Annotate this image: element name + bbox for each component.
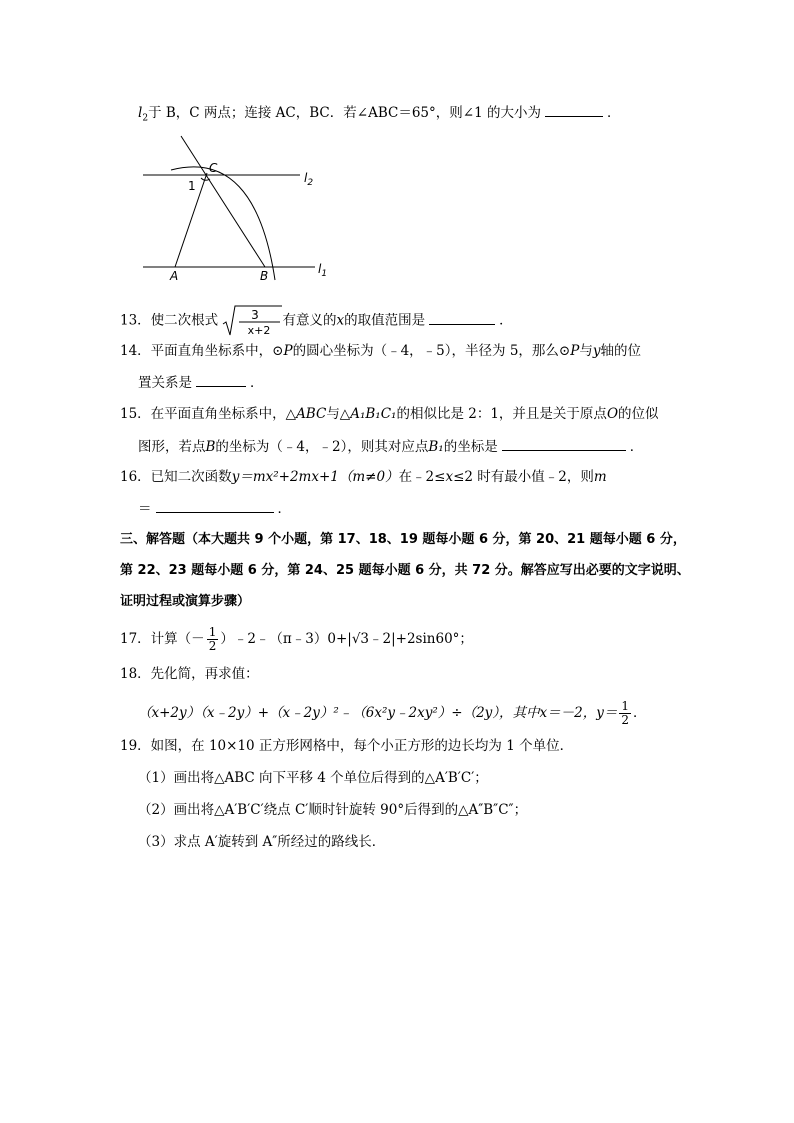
q12-text-line	[138, 102, 620, 129]
label-a: A	[170, 269, 179, 283]
q19-line2: （1）画出将△ABC 向下平移 4 个单位后得到的△A′B′C′；	[138, 770, 488, 786]
q13-var: x	[336, 312, 345, 329]
label-l2: $l_2$	[304, 171, 314, 188]
q17-fraction	[207, 626, 219, 653]
q16-x: x	[445, 469, 454, 485]
q14-text-c: 与	[579, 343, 593, 359]
q13-line	[120, 304, 513, 338]
q12-text: 于 B，C 两点；连接 AC，BC．若∠ABC＝65°，则∠1 的大小为	[148, 105, 541, 121]
q14-text-b: 的圆心坐标为（﹣4，﹣5），半径为 5，那么⊙	[292, 343, 571, 359]
section3-line2: 第 22、23 题每小题 6 分，第 24、25 题每小题 6 分，共 72 分。解答应写出必要的文字说明、	[120, 563, 690, 578]
q13-mid: 有意义的	[282, 312, 337, 329]
q15-text-f: 的坐标为（﹣4，﹣2），则其对应点	[215, 439, 429, 455]
q18-period: ．	[633, 705, 647, 721]
q13-post: 的取值范围是	[344, 312, 426, 329]
q19-line3: （2）画出将△A′B′C′绕点 C′顺时针旋转 90°后得到的△A″B″C″；	[138, 802, 528, 818]
q17-den: 2	[208, 639, 217, 653]
q17-line	[120, 626, 473, 653]
q16-expr: y＝mx²+2mx+1（m≠0）	[231, 469, 399, 485]
q16-period: ．	[277, 501, 291, 517]
q13-answer-blank[interactable]	[429, 310, 495, 325]
q14-p2: P	[570, 343, 580, 359]
q14-line2-text: 置关系是	[138, 375, 192, 391]
q14-p: P	[283, 343, 293, 359]
q14-line1	[120, 341, 641, 361]
q12-answer-blank[interactable]	[545, 102, 603, 117]
label-1: 1	[188, 179, 196, 193]
q12-l2-sub: 2	[142, 113, 149, 124]
q15-text-d: 的位似	[618, 406, 659, 422]
q18-expr: （x+2y）（x﹣2y）+（x﹣2y）²﹣（6x²y﹣2xy²）÷（2y），其中	[138, 705, 540, 721]
section3-line1: 三、解答题（本大题共 9 个小题，第 17、18、19 题每小题 6 分，第 20、21 题每小题 6 分，	[120, 532, 686, 547]
label-l1: $l_1$	[318, 262, 328, 279]
section3-line3: 证明过程或演算步骤）	[120, 594, 251, 609]
q15-o: O	[606, 406, 619, 422]
q14-line2	[138, 372, 264, 393]
q14-text-a: 14．平面直角坐标系中，⊙	[120, 343, 284, 359]
q17-pre: 17．计算（－	[120, 631, 205, 647]
q13-radical	[222, 304, 282, 338]
q16-answer-blank[interactable]	[156, 498, 274, 513]
q16-line1	[120, 467, 607, 487]
radical-sign-icon	[222, 304, 282, 338]
q14-period: ．	[250, 375, 264, 391]
q13-period: ．	[499, 312, 513, 329]
arc-through-c	[171, 167, 275, 280]
q15-text-e: 图形，若点	[138, 439, 206, 455]
q16-text-c: ≤2 时有最小值﹣2，则	[453, 469, 594, 485]
q16-line2	[138, 498, 291, 519]
q18-line2	[138, 700, 647, 727]
q17-post: ）﹣2﹣（π﹣3）0+|√3﹣2|+2sin60°；	[220, 631, 473, 647]
q13-pre: 13．使二次根式	[120, 312, 219, 329]
q18-line1: 18．先化简，再求值：	[120, 666, 259, 682]
q15-b: B	[205, 439, 216, 455]
q12-figure	[135, 128, 345, 288]
q14-y: y	[592, 343, 601, 359]
q16-text-b: 在﹣2≤	[398, 469, 446, 485]
q16-m: m	[593, 469, 607, 485]
q18-num: 1	[621, 699, 630, 713]
q15-answer-blank[interactable]	[502, 436, 626, 451]
q16-text-a: 16．已知二次函数	[120, 469, 232, 485]
q18-den: 2	[621, 713, 630, 727]
q15-text-g: 的坐标是	[443, 439, 498, 455]
q13-denominator: x+2	[248, 324, 271, 337]
q18-values: x＝－2，y＝	[539, 705, 618, 721]
q13-numerator: 3	[251, 308, 260, 322]
q17-num: 1	[208, 625, 217, 639]
q15-a1b1c1: A₁B₁C₁	[350, 406, 397, 422]
q16-equals: ＝	[138, 501, 152, 517]
q15-text-c: 的相似比是 2：1，并且是关于原点	[396, 406, 607, 422]
q15-line1	[120, 404, 659, 424]
line-cb-extended	[181, 136, 265, 267]
q14-answer-blank[interactable]	[196, 372, 246, 387]
q19-line1: 19．如图，在 10×10 正方形网格中，每个小正方形的边长均为 1 个单位．	[120, 738, 574, 754]
q14-text-d: 轴的位	[600, 343, 641, 359]
q15-line2	[138, 436, 643, 457]
q12-period: ．	[606, 105, 621, 121]
q15-text-a: 15．在平面直角坐标系中，△	[120, 406, 297, 422]
q15-b1: B₁	[428, 439, 444, 455]
label-c: C	[209, 161, 218, 175]
q15-text-b: 与△	[326, 406, 351, 422]
q15-abc: ABC	[296, 406, 327, 422]
q15-period: ．	[629, 439, 644, 455]
q18-fraction	[619, 700, 631, 727]
q12-l2-label: l	[138, 105, 143, 121]
q19-line4: （3）求点 A′旋转到 A″所经过的路线长．	[138, 834, 386, 850]
label-b: B	[260, 269, 269, 283]
